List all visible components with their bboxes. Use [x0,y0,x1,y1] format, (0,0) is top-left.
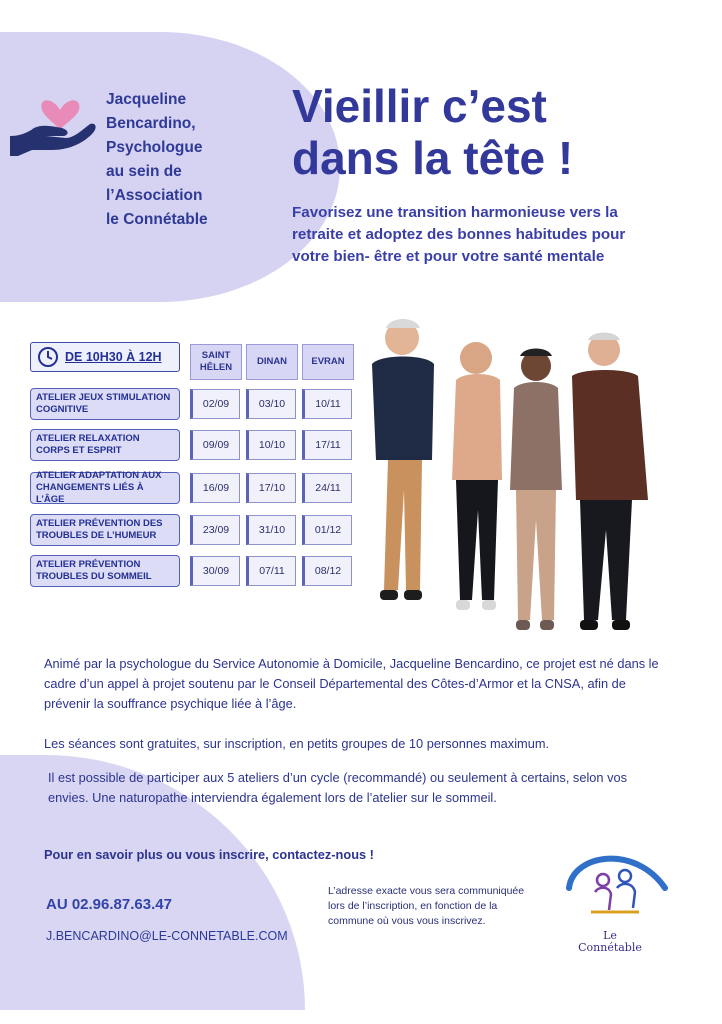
workshop-label: ATELIER PRÉVENTION DES TROUBLES DE L’HUMEUR [30,514,180,546]
date-cell: 02/09 [190,389,240,419]
body-paragraph-4: Pour en savoir plus ou vous inscrire, contactez-nous ! [44,847,374,862]
time-label: DE 10H30 À 12H [65,350,162,364]
subtitle-line: votre bien- être et pour votre santé mentale [292,248,605,265]
clock-icon [37,346,59,368]
date-cell: 01/12 [302,515,352,545]
author-line: l’Association [106,187,203,204]
person-2 [452,342,502,610]
author-line: Jacqueline [106,91,187,108]
column-header-dinan: DINAN [246,344,298,380]
column-header-saint-helen: SAINT HÊLEN [190,344,242,380]
body-paragraph-1: Animé par la psychologue du Service Autonomie à Domicile, Jacqueline Bencardino, ce projet est né dans le cadre d’un appel à projet soutenu par le Conseil Départemental des Côtes-d’Armor et la CNSA, afin de prévenir la souffrance psychique liée à l’âge. [44,656,659,711]
subtitle-line: retraite et adoptez des bonnes habitudes pour [292,226,626,243]
author-line: Psychologue [106,139,203,156]
person-1 [372,319,434,600]
author-line: au sein de [106,163,182,180]
person-4 [572,333,648,631]
date-cell: 03/10 [246,389,296,419]
date-cell: 17/11 [302,430,352,460]
date-cell: 23/09 [190,515,240,545]
author-line: le Connétable [106,211,208,228]
date-cell: 10/10 [246,430,296,460]
workshop-label: ATELIER JEUX STIMULATION COGNITIVE [30,388,180,420]
date-cell: 10/11 [302,389,352,419]
le-connetable-logo-icon [565,848,675,928]
address-note: L’adresse exacte vous sera communiquée lors de l’inscription, en fonction de la commune où vous vous inscrivez. [328,885,525,927]
subtitle-line: Favorisez une transition harmonieuse vers la [292,204,618,221]
date-cell: 08/12 [302,556,352,586]
date-cell: 16/09 [190,473,240,503]
body-paragraph-2: Les séances sont gratuites, sur inscription, en petits groupes de 10 personnes maximum. [44,736,550,751]
workshop-label: ATELIER ADAPTATION AUX CHANGEMENTS LIÉS À L’ÂGE [30,472,180,504]
date-cell: 17/10 [246,473,296,503]
title-line-1: Vieillir c’est [292,80,547,132]
workshop-label: ATELIER RELAXATION CORPS ET ESPRIT [30,429,180,461]
date-cell: 30/09 [190,556,240,586]
author-line: Bencardino, [106,115,196,132]
page-title [292,80,573,184]
date-cell: 09/09 [190,430,240,460]
contact-email[interactable]: J.BENCARDINO@LE-CONNETABLE.COM [46,929,288,943]
author-block [106,88,256,232]
logo-text [578,930,642,954]
subtitle [292,202,692,268]
person-3 [510,349,562,631]
logo-line-1: Le [603,929,617,942]
workshop-label: ATELIER PRÉVENTION TROUBLES DU SOMMEIL [30,555,180,587]
title-line-2: dans la tête ! [292,132,574,184]
seniors-walking-photo [336,300,666,650]
body-paragraph-3: Il est possible de participer aux 5 ateliers d’un cycle (recommandé) ou seulement à certains, selon vos envies. Une naturopathe interviendra également lors de l’atelier sur le sommeil. [48,770,627,805]
date-cell: 31/10 [246,515,296,545]
logo-line-2: Connétable [578,941,642,954]
column-header-evran: EVRAN [302,344,354,380]
schedule-time-header [30,342,180,372]
contact-phone[interactable]: AU 02.96.87.63.47 [46,896,172,913]
heart-hand-icon [8,84,98,156]
date-cell: 24/11 [302,473,352,503]
date-cell: 07/11 [246,556,296,586]
